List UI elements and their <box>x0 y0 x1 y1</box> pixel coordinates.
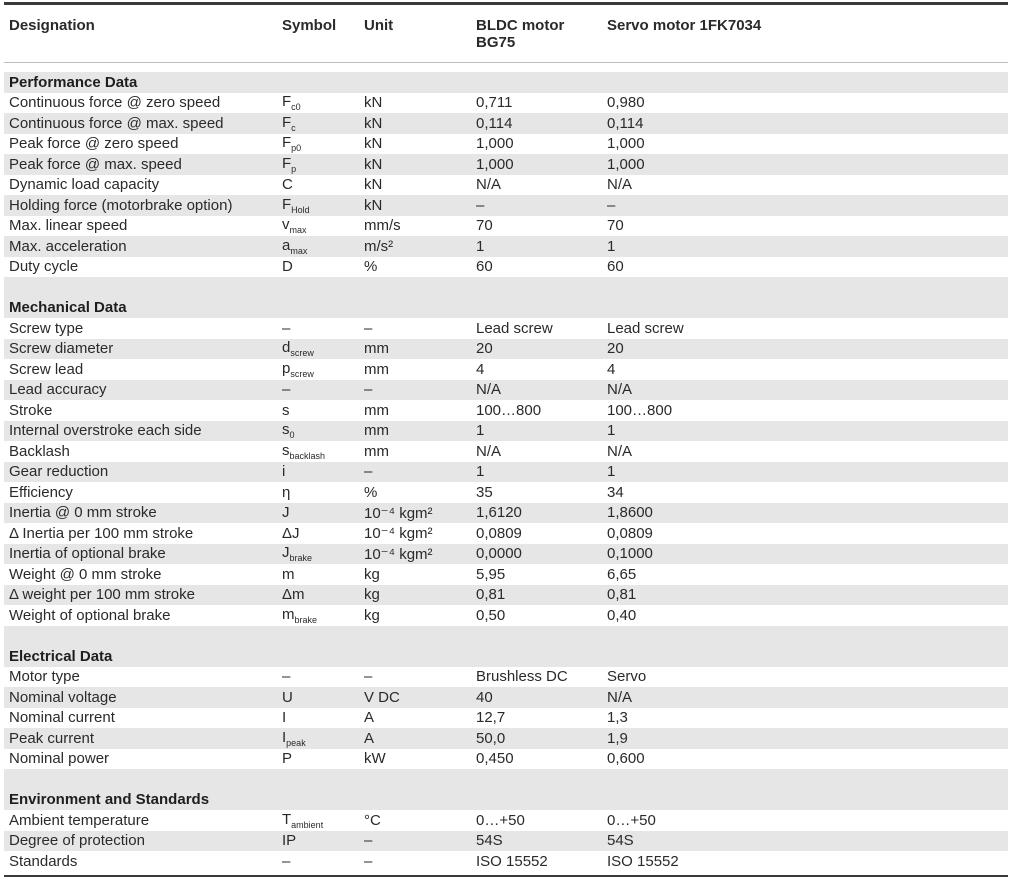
servo-value-cell: 54S <box>607 832 634 850</box>
unit-cell: – <box>364 668 373 686</box>
designation-cell: Backlash <box>9 442 70 460</box>
designation-cell: Holding force (motorbrake option) <box>9 196 233 214</box>
table-row <box>4 216 1008 237</box>
section-title: Electrical Data <box>9 647 113 665</box>
table-row <box>4 134 1008 155</box>
symbol-cell: $F_p$ <box>282 154 297 174</box>
header-designation: Designation <box>9 17 95 34</box>
servo-value-cell: 0…+50 <box>607 811 656 829</box>
bldc-value-cell: 70 <box>476 217 493 235</box>
symbol-subscript: p0 <box>291 143 302 154</box>
symbol-cell: – <box>282 319 291 337</box>
symbol-cell: $v_{max}$ <box>282 216 307 236</box>
unit-cell: kN <box>364 176 383 194</box>
symbol-cell: $F_{Hold}$ <box>282 195 310 215</box>
unit-cell: 10⁻⁴ kgm² <box>364 525 433 543</box>
servo-value-cell: 100…800 <box>607 401 673 419</box>
table-row <box>4 462 1008 483</box>
servo-value-cell: N/A <box>607 381 633 399</box>
unit-cell: °C <box>364 811 381 829</box>
designation-cell: Weight of optional brake <box>9 606 171 624</box>
symbol-cell: – <box>282 381 291 399</box>
unit-cell: 10⁻⁴ kgm² <box>364 504 433 522</box>
unit-cell: kg <box>364 586 380 604</box>
table-row <box>4 421 1008 442</box>
header-servo-motor: Servo motor 1FK7034 <box>607 17 762 34</box>
servo-value-cell: 4 <box>607 360 616 378</box>
symbol-subscript: p <box>291 163 297 174</box>
unit-cell: mm <box>364 360 389 378</box>
symbol-subscript: brake <box>294 614 318 625</box>
bldc-value-cell: 50,0 <box>476 729 506 747</box>
unit-cell: mm <box>364 340 389 358</box>
table-row <box>4 503 1008 524</box>
designation-cell: Nominal current <box>9 709 115 727</box>
designation-cell: Screw lead <box>9 360 84 378</box>
designation-cell: Max. linear speed <box>9 217 128 235</box>
unit-cell: – <box>364 832 373 850</box>
table-row <box>4 585 1008 606</box>
symbol-cell: $m_{brake}$ <box>282 605 318 625</box>
header-symbol: Symbol <box>282 17 337 34</box>
header-bldc-motor: BLDC motor BG75 <box>476 17 565 51</box>
servo-value-cell: Servo <box>607 668 647 686</box>
bldc-value-cell: 20 <box>476 340 493 358</box>
designation-cell: Ambient temperature <box>9 811 150 829</box>
symbol-subscript: c <box>291 122 296 133</box>
bldc-value-cell: 60 <box>476 258 493 276</box>
table-row <box>4 380 1008 401</box>
header-unit: Unit <box>364 17 394 34</box>
section-title: Environment and Standards <box>9 791 210 809</box>
bldc-value-cell: 100…800 <box>476 401 542 419</box>
section-spacer <box>4 626 1008 647</box>
symbol-cell: – <box>282 852 291 870</box>
designation-cell: Internal overstroke each side <box>9 422 202 440</box>
designation-cell: Peak force @ zero speed <box>9 135 179 153</box>
servo-value-cell: 6,65 <box>607 565 637 583</box>
designation-cell: Δ weight per 100 mm stroke <box>9 586 195 604</box>
symbol-subscript: max <box>289 225 307 236</box>
designation-cell: Continuous force @ max. speed <box>9 114 224 132</box>
servo-value-cell: 20 <box>607 340 624 358</box>
servo-value-cell: ISO 15552 <box>607 852 679 870</box>
servo-value-cell: 1,000 <box>607 135 645 153</box>
bldc-value-cell: 0…+50 <box>476 811 525 829</box>
symbol-subscript: max <box>290 245 308 256</box>
bldc-value-cell: ISO 15552 <box>476 852 548 870</box>
designation-cell: Motor type <box>9 668 80 686</box>
table-row <box>4 544 1008 565</box>
servo-value-cell: 0,40 <box>607 606 637 624</box>
servo-value-cell: N/A <box>607 688 633 706</box>
table-row <box>4 605 1008 626</box>
bldc-value-cell: 5,95 <box>476 565 506 583</box>
symbol-cell: Δm <box>282 586 305 604</box>
symbol-cell: ΔJ <box>282 524 300 542</box>
designation-cell: Nominal power <box>9 750 110 768</box>
bldc-value-cell: N/A <box>476 176 502 194</box>
symbol-subscript: screw <box>290 368 314 379</box>
designation-cell: Nominal voltage <box>9 688 117 706</box>
symbol-cell: $F_{c0}$ <box>282 93 301 113</box>
bldc-value-cell: 1,000 <box>476 155 514 173</box>
unit-cell: – <box>364 381 373 399</box>
bldc-value-cell: Brushless DC <box>476 668 568 686</box>
symbol-cell: IP <box>282 832 297 850</box>
servo-value-cell: 0,980 <box>607 94 645 112</box>
symbol-subscript: c0 <box>291 102 301 113</box>
symbol-subscript: 0 <box>289 430 295 441</box>
table-body <box>4 72 1008 872</box>
designation-cell: Screw diameter <box>9 340 114 358</box>
unit-cell: 10⁻⁴ kgm² <box>364 545 433 563</box>
unit-cell: kg <box>364 606 380 624</box>
bldc-value-cell: 0,450 <box>476 750 514 768</box>
bldc-value-cell: – <box>476 196 485 214</box>
designation-cell: Peak current <box>9 729 95 747</box>
symbol-cell: – <box>282 668 291 686</box>
servo-value-cell: – <box>607 196 616 214</box>
table-row <box>4 339 1008 360</box>
unit-cell: mm <box>364 401 389 419</box>
table-row <box>4 523 1008 544</box>
table-row <box>4 728 1008 749</box>
symbol-cell: m <box>282 565 295 583</box>
bldc-value-cell: 40 <box>476 688 493 706</box>
table-row <box>4 749 1008 770</box>
bldc-value-cell: 54S <box>476 832 503 850</box>
unit-cell: V DC <box>364 688 400 706</box>
unit-cell: m/s² <box>364 237 394 255</box>
servo-value-cell: Lead screw <box>607 319 684 337</box>
designation-cell: Standards <box>9 852 78 870</box>
table-header <box>4 5 1008 63</box>
unit-cell: kN <box>364 196 383 214</box>
symbol-cell: J <box>282 504 290 522</box>
servo-value-cell: N/A <box>607 176 633 194</box>
servo-value-cell: 1,8600 <box>607 504 653 522</box>
bldc-value-cell: 0,0000 <box>476 545 522 563</box>
servo-value-cell: 1,3 <box>607 709 628 727</box>
table-row <box>4 564 1008 585</box>
bldc-value-cell: 0,50 <box>476 606 506 624</box>
symbol-cell: P <box>282 750 293 768</box>
table-row <box>4 236 1008 257</box>
table-row <box>4 359 1008 380</box>
servo-value-cell: 0,600 <box>607 750 645 768</box>
unit-cell: kN <box>364 155 383 173</box>
table-row <box>4 93 1008 114</box>
bldc-value-cell: 1 <box>476 422 485 440</box>
unit-cell: % <box>364 483 378 501</box>
table-row <box>4 831 1008 852</box>
table-row <box>4 667 1008 688</box>
symbol-cell: $T_{ambient}$ <box>282 810 324 830</box>
designation-cell: Peak force @ max. speed <box>9 155 182 173</box>
designation-cell: Continuous force @ zero speed <box>9 94 221 112</box>
designation-cell: Weight @ 0 mm stroke <box>9 565 162 583</box>
unit-cell: mm <box>364 442 389 460</box>
symbol-cell: I <box>282 709 287 727</box>
servo-value-cell: 1,9 <box>607 729 628 747</box>
bldc-value-cell: 0,711 <box>476 94 513 112</box>
designation-cell: Degree of protection <box>9 832 145 850</box>
symbol-subscript: screw <box>290 348 314 359</box>
symbol-cell: $I_{peak}$ <box>282 728 306 748</box>
bldc-value-cell: 0,0809 <box>476 524 522 542</box>
table-row <box>4 708 1008 729</box>
symbol-cell: i <box>282 463 286 481</box>
section-spacer <box>4 769 1008 790</box>
symbol-cell: η <box>282 483 291 501</box>
spec-table <box>4 2 1008 877</box>
symbol-cell: U <box>282 688 293 706</box>
section-header <box>4 72 1008 93</box>
unit-cell: kg <box>364 565 380 583</box>
table-row <box>4 154 1008 175</box>
section-header <box>4 298 1008 319</box>
unit-cell: % <box>364 258 378 276</box>
table-row <box>4 195 1008 216</box>
unit-cell: kN <box>364 114 383 132</box>
servo-value-cell: 0,114 <box>607 114 644 132</box>
table-row <box>4 441 1008 462</box>
bldc-value-cell: 35 <box>476 483 493 501</box>
symbol-subscript: backlash <box>289 450 326 461</box>
table-row <box>4 687 1008 708</box>
symbol-subscript: Hold <box>291 204 310 215</box>
symbol-cell: $J_{brake}$ <box>282 544 313 564</box>
symbol-cell: s <box>282 401 290 419</box>
table-row <box>4 810 1008 831</box>
unit-cell: mm/s <box>364 217 401 235</box>
servo-value-cell: 0,1000 <box>607 545 653 563</box>
symbol-subscript: peak <box>286 737 306 748</box>
servo-value-cell: 70 <box>607 217 624 235</box>
unit-cell: A <box>364 709 375 727</box>
designation-cell: Dynamic load capacity <box>9 176 160 194</box>
bldc-value-cell: 0,81 <box>476 586 506 604</box>
servo-value-cell: N/A <box>607 442 633 460</box>
table-row <box>4 257 1008 278</box>
servo-value-cell: 0,81 <box>607 586 637 604</box>
symbol-cell: $F_c$ <box>282 113 296 133</box>
section-title: Performance Data <box>9 73 138 91</box>
symbol-cell: $s_{backlash}$ <box>282 441 326 461</box>
designation-cell: Gear reduction <box>9 463 109 481</box>
designation-cell: Efficiency <box>9 483 73 501</box>
servo-value-cell: 60 <box>607 258 624 276</box>
section-header <box>4 790 1008 811</box>
unit-cell: mm <box>364 422 389 440</box>
designation-cell: Stroke <box>9 401 53 419</box>
bldc-value-cell: 0,114 <box>476 114 513 132</box>
servo-value-cell: 0,0809 <box>607 524 653 542</box>
bldc-value-cell: 12,7 <box>476 709 506 727</box>
bldc-value-cell: N/A <box>476 381 502 399</box>
designation-cell: Inertia of optional brake <box>9 545 166 563</box>
section-spacer <box>4 277 1008 298</box>
section-title: Mechanical Data <box>9 299 127 317</box>
symbol-cell: $p_{screw}$ <box>282 359 314 379</box>
bldc-value-cell: 1 <box>476 463 485 481</box>
symbol-cell: D <box>282 258 293 276</box>
symbol-cell: $d_{screw}$ <box>282 339 314 359</box>
unit-cell: kN <box>364 94 383 112</box>
symbol-subscript: brake <box>289 553 313 564</box>
designation-cell: Inertia @ 0 mm stroke <box>9 504 157 522</box>
bldc-value-cell: Lead screw <box>476 319 553 337</box>
servo-value-cell: 34 <box>607 483 624 501</box>
bldc-value-cell: 4 <box>476 360 485 378</box>
table-row <box>4 318 1008 339</box>
designation-cell: Screw type <box>9 319 84 337</box>
symbol-cell: $s_0$ <box>282 421 295 441</box>
unit-cell: A <box>364 729 375 747</box>
servo-value-cell: 1 <box>607 422 616 440</box>
bldc-value-cell: N/A <box>476 442 502 460</box>
symbol-cell: $a_{max}$ <box>282 236 308 256</box>
unit-cell: – <box>364 463 373 481</box>
table-row <box>4 482 1008 503</box>
unit-cell: – <box>364 852 373 870</box>
designation-cell: Duty cycle <box>9 258 79 276</box>
servo-value-cell: 1 <box>607 237 616 255</box>
servo-value-cell: 1,000 <box>607 155 645 173</box>
symbol-subscript: ambient <box>291 819 324 830</box>
bldc-value-cell: 1 <box>476 237 485 255</box>
table-row <box>4 113 1008 134</box>
table-row <box>4 175 1008 196</box>
table-row <box>4 851 1008 872</box>
designation-cell: Lead accuracy <box>9 381 107 399</box>
servo-value-cell: 1 <box>607 463 616 481</box>
symbol-cell: C <box>282 176 293 194</box>
symbol-cell: $F_{p0}$ <box>282 134 302 154</box>
bldc-value-cell: 1,000 <box>476 135 514 153</box>
bottom-rule <box>4 875 1008 877</box>
bldc-value-cell: 1,6120 <box>476 504 522 522</box>
designation-cell: Max. acceleration <box>9 237 127 255</box>
table-row <box>4 400 1008 421</box>
unit-cell: kW <box>364 750 386 768</box>
unit-cell: – <box>364 319 373 337</box>
designation-cell: Δ Inertia per 100 mm stroke <box>9 524 194 542</box>
unit-cell: kN <box>364 135 383 153</box>
section-header <box>4 646 1008 667</box>
